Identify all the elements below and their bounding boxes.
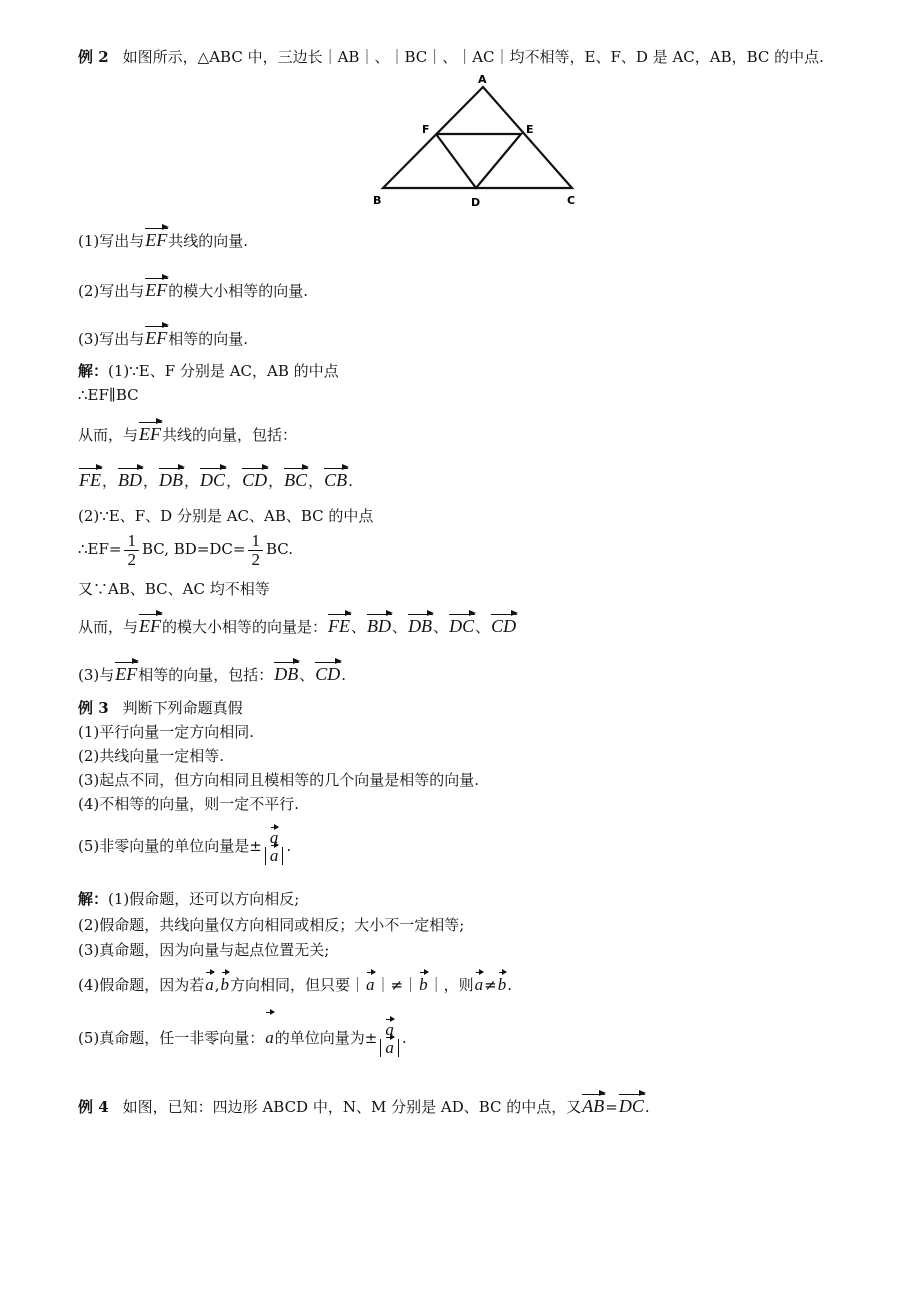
example3-item-5: (5)非零向量的单位向量是± a a . [78, 828, 292, 865]
vector-cd: CD [315, 664, 341, 684]
solution-2-line-c: 又∵AB、BC、AC 均不相等 [78, 580, 270, 598]
vector-dc: DC [200, 470, 226, 490]
question-2: (2)写出与EF的模大小相等的向量. [78, 280, 309, 300]
vector-ef: EF [139, 616, 162, 636]
example3-solution-3: (3)真命题，因为向量与起点位置无关; [78, 941, 330, 959]
vector-fe: FE [79, 470, 101, 490]
example3-solution-1: 解：(1)假命题，还可以方向相反; [78, 890, 300, 908]
triangle-figure [370, 70, 590, 210]
example4-statement: 例 4 如图，已知：四边形 ABCD 中，N、M 分别是 AD、BC 的中点，又AB=DC. [78, 1096, 650, 1116]
vector-dc: DC [618, 1096, 644, 1116]
vector-db: DB [274, 664, 299, 684]
example2-head: 例 2 [78, 48, 109, 66]
vector-db: DB [408, 616, 433, 636]
example3-item-1: (1)平行向量一定方向相同. [78, 723, 255, 741]
unit-vector-fraction: a a [380, 1021, 399, 1057]
solution-1-vector-list: FE，BD，DB，DC，CD，BC，CB. [79, 470, 353, 490]
example3-solution-5: (5)真命题，任一非零向量：a的单位向量为± a a . [78, 1014, 407, 1062]
vector-ef: EF [145, 280, 168, 300]
label-b: B [373, 194, 382, 207]
vector-bd: BD [367, 616, 392, 636]
vector-fe: FE [328, 616, 351, 636]
example2-statement [78, 46, 824, 68]
example3-item-2: (2)共线向量一定相等. [78, 747, 225, 765]
vector-dc: DC [449, 616, 475, 636]
vector-a: a [205, 975, 214, 994]
example3-solution-4: (4)假命题，因为若a,b方向相同，但只要｜a｜≠｜b｜，则a≠b. [78, 975, 512, 994]
vector-ef: EF [145, 230, 168, 250]
vector-db: DB [159, 470, 184, 490]
vector-cb: CB [324, 470, 348, 490]
solution-2-line-d: 从而，与EF的模大小相等的向量是：FE、BD、DB、DC、CD [78, 616, 517, 636]
example3-item-3: (3)起点不同，但方向相同且模相等的几个向量是相等的向量. [78, 771, 480, 789]
vector-a: a [366, 975, 375, 994]
label-e: E [526, 123, 534, 136]
label-f: F [422, 123, 430, 136]
label-d: D [471, 196, 481, 209]
vector-cd: CD [242, 470, 268, 490]
fraction-half: $\frac{1}{2}$ [248, 532, 263, 569]
label-a: A [478, 73, 487, 86]
solution-2-line-b: ∴EF= $\frac{1}{2}$ BC, BD=DC= $\frac{1}{2}$ BC. [78, 530, 293, 569]
solution-1-line-a: 解：(1)∵E、F 分别是 AC，AB 的中点 [78, 362, 339, 380]
example2-text: 如图所示，△ABC 中，三边长｜AB｜、｜BC｜、｜AC｜均不相等，E、F、D 是 AC，AB，BC 的中点. [122, 48, 824, 66]
vector-ab: AB [582, 1096, 605, 1116]
solution-1-line-b: ∴EF∥BC [78, 386, 139, 404]
example3-solution-2: (2)假命题，共线向量仅方向相同或相反；大小不一定相等; [78, 916, 465, 934]
vector-b: b [419, 975, 428, 994]
triangle-abc [383, 87, 572, 188]
example3-title: 例 3 判断下列命题真假 [78, 699, 243, 717]
triangle-def [436, 134, 521, 188]
vector-bc: BC [284, 470, 308, 490]
fraction-half: $\frac{1}{2}$ [124, 532, 139, 569]
vector-bd: BD [118, 470, 143, 490]
vector-b: b [497, 975, 507, 994]
vector-cd: CD [491, 616, 517, 636]
solution-2-line-a: (2)∵E、F、D 分别是 AC、AB、BC 的中点 [78, 507, 374, 525]
example3-item-4: (4)不相等的向量，则一定不平行. [78, 795, 300, 813]
question-1: (1)写出与EF共线的向量. [78, 230, 249, 250]
question-3: (3)写出与EF相等的向量. [78, 328, 249, 348]
vector-ef: EF [115, 664, 138, 684]
vector-ef: EF [139, 424, 162, 444]
vector-ef: EF [145, 328, 168, 348]
solution-1-line-c: 从而，与EF共线的向量，包括： [78, 424, 298, 444]
vector-b: b [220, 975, 230, 994]
unit-vector-fraction: a a [265, 829, 284, 865]
solution-3-line: (3)与EF相等的向量，包括：DB、CD. [78, 664, 347, 684]
label-c: C [567, 194, 576, 207]
vector-a: a [474, 975, 484, 994]
vector-a: a [264, 1014, 275, 1062]
